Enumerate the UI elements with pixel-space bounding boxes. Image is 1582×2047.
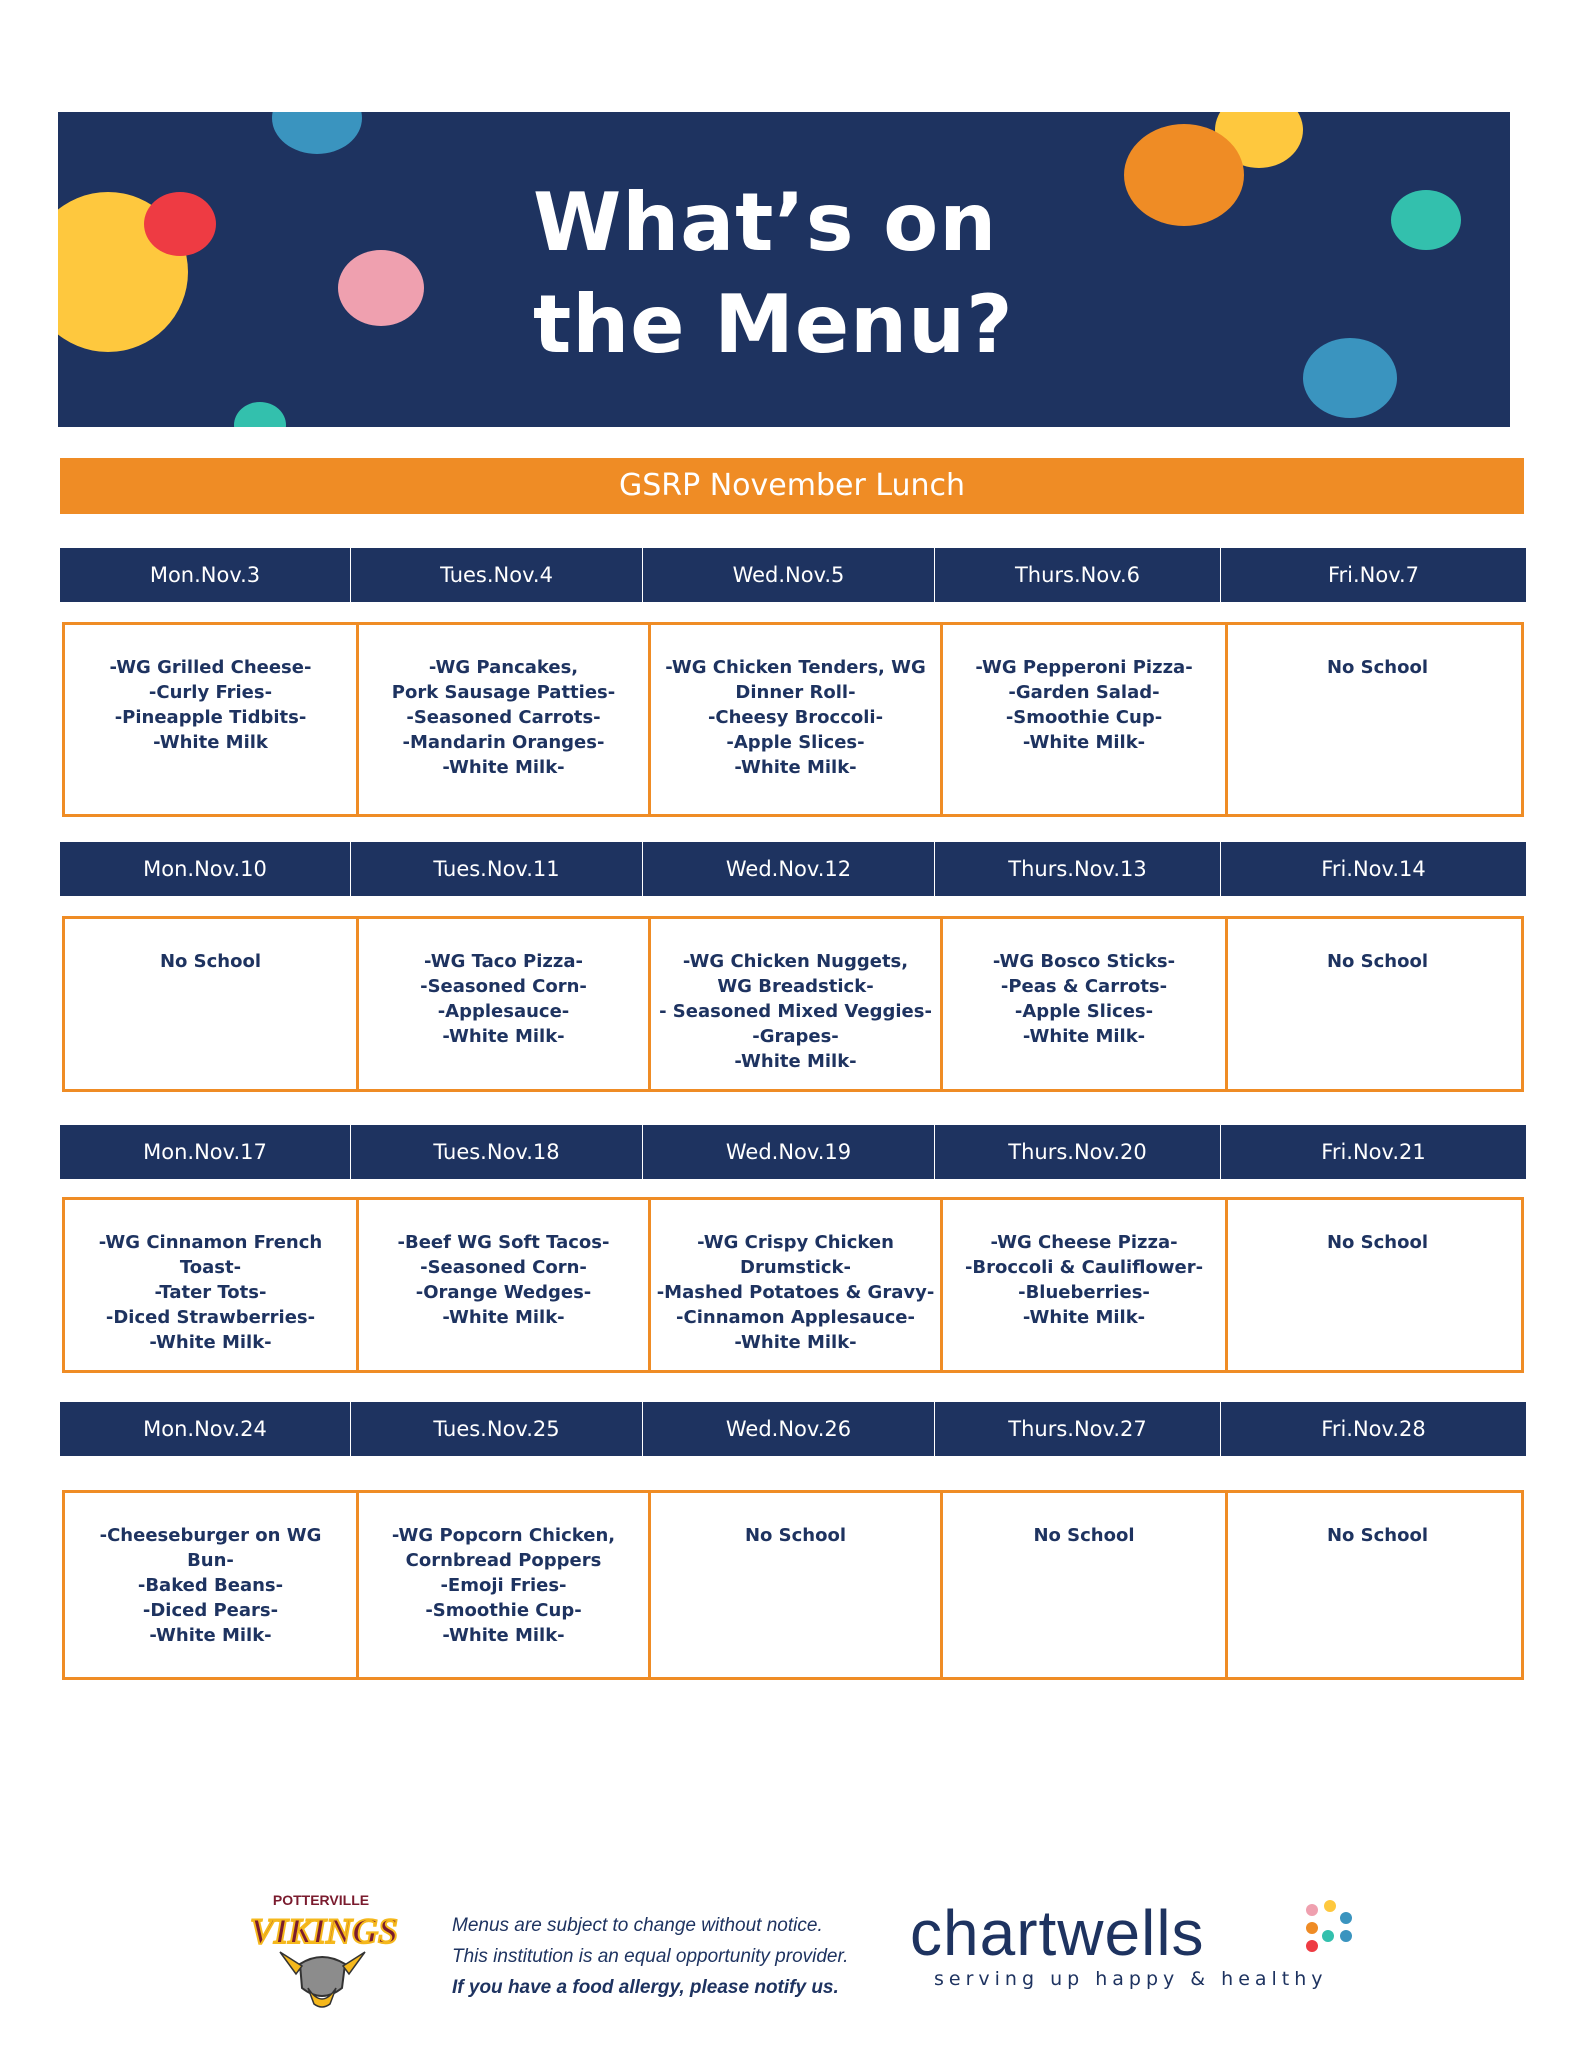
day-header-row: [60, 1125, 1526, 1179]
menu-item: -Smoothie Cup-: [425, 1600, 582, 1621]
day-header: Wed.Nov.5: [643, 548, 934, 602]
menu-item: -WG Popcorn Chicken,: [391, 1525, 616, 1546]
menu-item: -Applesauce-: [437, 1001, 570, 1022]
menu-cell: [65, 919, 356, 1089]
brand-dot: [1306, 1940, 1318, 1952]
menu-item: -WG Pepperoni Pizza-: [975, 657, 1193, 678]
school-logo: [250, 1892, 399, 2010]
menu-cell: [356, 919, 648, 1089]
title-line-1: What’s on: [533, 176, 998, 269]
menu-item: -WG Cinnamon French: [98, 1232, 323, 1253]
day-header: Thurs.Nov.27: [935, 1402, 1220, 1456]
footer: [0, 1880, 1582, 2020]
menu-cell: [356, 1493, 648, 1677]
menu-cell: [65, 1493, 356, 1677]
menu-cell: [65, 625, 356, 814]
menu-item: -WG Grilled Cheese-: [109, 657, 312, 678]
day-header-row: [60, 1402, 1526, 1456]
menu-item: -White Milk-: [442, 1307, 565, 1328]
brand-name: chartwells: [910, 1897, 1205, 1969]
menu-row: [62, 622, 1524, 817]
day-header: Tues.Nov.25: [351, 1402, 642, 1456]
day-header: Mon.Nov.17: [60, 1125, 350, 1179]
brand-dot: [1306, 1922, 1318, 1934]
menu-item: Pork Sausage Patties-: [391, 682, 616, 703]
day-header: Thurs.Nov.20: [935, 1125, 1220, 1179]
menu-item: -Cheeseburger on WG: [99, 1525, 322, 1546]
decor-dot: [144, 192, 216, 256]
menu-item: -Smoothie Cup-: [1005, 707, 1163, 728]
brand-dot: [1322, 1930, 1334, 1942]
brand-tagline: serving up happy & healthy: [934, 1968, 1328, 1990]
day-header: Thurs.Nov.6: [935, 548, 1220, 602]
menu-item: -Diced Strawberries-: [105, 1307, 316, 1328]
menu-item: -White Milk-: [442, 1026, 565, 1047]
day-header: Thurs.Nov.13: [935, 842, 1220, 896]
menu-cell: [648, 919, 940, 1089]
menu-cell: [940, 919, 1225, 1089]
menu-item: -Cinnamon Applesauce-: [676, 1307, 915, 1328]
menu-cell: [648, 625, 940, 814]
day-header: Wed.Nov.26: [643, 1402, 934, 1456]
menu-item: No School: [1326, 1525, 1429, 1546]
menu-item: Toast-: [179, 1257, 242, 1278]
menu-cell: [356, 625, 648, 814]
menu-item: -WG Cheese Pizza-: [990, 1232, 1178, 1253]
day-header: Wed.Nov.19: [643, 1125, 934, 1179]
menu-item: -WG Chicken Nuggets,: [682, 951, 909, 972]
day-header: Tues.Nov.11: [351, 842, 642, 896]
menu-item: Dinner Roll-: [735, 682, 856, 703]
menu-item: -White Milk: [153, 732, 268, 753]
menu-item: No School: [159, 951, 262, 972]
menu-item: Drumstick-: [740, 1257, 851, 1278]
menu-item: Cornbread Poppers: [405, 1550, 602, 1571]
day-header: Tues.Nov.4: [351, 548, 642, 602]
menu-item: -Diced Pears-: [142, 1600, 279, 1621]
menu-item: -Apple Slices-: [1014, 1001, 1154, 1022]
chartwells-logo: [910, 1897, 1370, 2000]
menu-item: -WG Chicken Tenders, WG: [665, 657, 926, 678]
menu-cell: [1225, 919, 1527, 1089]
brand-dot: [1324, 1900, 1336, 1912]
menu-item: -Pineapple Tidbits-: [114, 707, 307, 728]
menu-item: -Orange Wedges-: [415, 1282, 592, 1303]
menu-item: -Baked Beans-: [137, 1575, 284, 1596]
brand-dot: [1306, 1904, 1318, 1916]
day-header-row: [60, 842, 1526, 896]
menu-item: -White Milk-: [1022, 1026, 1146, 1047]
menu-item: -White Milk-: [734, 757, 857, 778]
menu-item: -Cheesy Broccoli-: [707, 707, 884, 728]
page-title: [533, 172, 1133, 376]
menu-cell: [356, 1200, 648, 1370]
title-line-2: the Menu?: [533, 278, 1014, 371]
menu-cell: [940, 1200, 1225, 1370]
menu-item: No School: [1033, 1525, 1135, 1546]
menu-item: -Peas & Carrots-: [1000, 976, 1168, 997]
menu-item: -Seasoned Corn-: [420, 976, 587, 997]
menu-item: -Mashed Potatoes & Gravy-: [656, 1282, 935, 1303]
menu-item: WG Breadstick-: [717, 976, 874, 997]
day-header: Mon.Nov.10: [60, 842, 350, 896]
menu-item: No School: [744, 1525, 847, 1546]
menu-item: -Emoji Fries-: [440, 1575, 567, 1596]
day-header: Fri.Nov.7: [1221, 548, 1526, 602]
menu-cell: [1225, 625, 1527, 814]
brand-dot: [1340, 1930, 1352, 1942]
week-block: [60, 548, 1526, 817]
menu-item: -WG Taco Pizza-: [424, 951, 583, 972]
menu-item: - Seasoned Mixed Veggies-: [659, 1001, 932, 1022]
notice-line-2: This institution is an equal opportunity provider.: [452, 1946, 849, 1967]
header-banner: [58, 112, 1510, 427]
decor-dot: [1303, 338, 1397, 418]
menu-item: No School: [1326, 951, 1429, 972]
menu-item: -Broccoli & Cauliflower-: [964, 1257, 1204, 1278]
menu-cell: [1225, 1200, 1527, 1370]
notice-line-1: Menus are subject to change without notice.: [452, 1915, 823, 1936]
menu-cell: [1225, 1493, 1527, 1677]
menu-item: -White Milk-: [734, 1332, 857, 1353]
day-header: Mon.Nov.24: [60, 1402, 350, 1456]
menu-item: -WG Bosco Sticks-: [992, 951, 1176, 972]
menu-cell: [940, 625, 1225, 814]
school-logo-name: VIKINGS: [250, 1911, 399, 1951]
menu-item: -Blueberries-: [1018, 1282, 1150, 1303]
menu-row: [62, 1197, 1524, 1373]
menu-row: [62, 916, 1524, 1092]
decor-dot: [272, 112, 362, 154]
menu-item: -WG Crispy Chicken: [697, 1232, 894, 1253]
menu-row: [62, 1490, 1524, 1680]
decor-dot: [338, 250, 424, 326]
menu-cell: [648, 1493, 940, 1677]
menu-item: -Beef WG Soft Tacos-: [397, 1232, 610, 1253]
menu-item: -Grapes-: [752, 1026, 839, 1047]
menu-item: -Tater Tots-: [154, 1282, 267, 1303]
day-header: Mon.Nov.3: [60, 548, 350, 602]
day-header-row: [60, 548, 1526, 602]
day-header: Fri.Nov.14: [1221, 842, 1526, 896]
decor-dot: [1124, 124, 1244, 226]
menu-item: -White Milk-: [442, 1625, 565, 1646]
menu-item: -White Milk-: [149, 1625, 272, 1646]
menu-item: Bun-: [187, 1550, 234, 1571]
menu-item: -WG Pancakes,: [428, 657, 579, 678]
menu-item: -White Milk-: [734, 1051, 857, 1072]
brand-dot: [1340, 1912, 1352, 1924]
menu-item: No School: [1326, 1232, 1429, 1253]
menu-item: -White Milk-: [149, 1332, 272, 1353]
decor-dot: [234, 402, 286, 427]
day-header: Fri.Nov.28: [1221, 1402, 1526, 1456]
menu-cell: [940, 1493, 1225, 1677]
week-block: [60, 1125, 1526, 1373]
menu-item: -Mandarin Oranges-: [402, 732, 605, 753]
menu-item: -Seasoned Corn-: [420, 1257, 587, 1278]
menu-item: -Curly Fries-: [148, 682, 273, 703]
menu-cell: [648, 1200, 940, 1370]
menu-cell: [65, 1200, 356, 1370]
menu-subtitle: GSRP November Lunch: [60, 458, 1524, 514]
menu-item: No School: [1326, 657, 1429, 678]
decor-dot: [1391, 190, 1461, 250]
week-block: [60, 1402, 1526, 1680]
menu-item: -White Milk-: [1022, 1307, 1146, 1328]
menu-item: -Apple Slices-: [726, 732, 865, 753]
day-header: Wed.Nov.12: [643, 842, 934, 896]
menu-item: -Seasoned Carrots-: [406, 707, 601, 728]
notice-line-3: If you have a food allergy, please notify us.: [452, 1977, 839, 1998]
day-header: Tues.Nov.18: [351, 1125, 642, 1179]
viking-helmet-icon: [250, 1892, 399, 2010]
week-block: [60, 842, 1526, 1092]
menu-item: -White Milk-: [1022, 732, 1146, 753]
day-header: Fri.Nov.21: [1221, 1125, 1526, 1179]
school-logo-top-text: POTTERVILLE: [272, 1892, 370, 1908]
menu-notice: [452, 1910, 848, 2003]
menu-item: -Garden Salad-: [1008, 682, 1160, 703]
menu-item: -White Milk-: [442, 757, 565, 778]
